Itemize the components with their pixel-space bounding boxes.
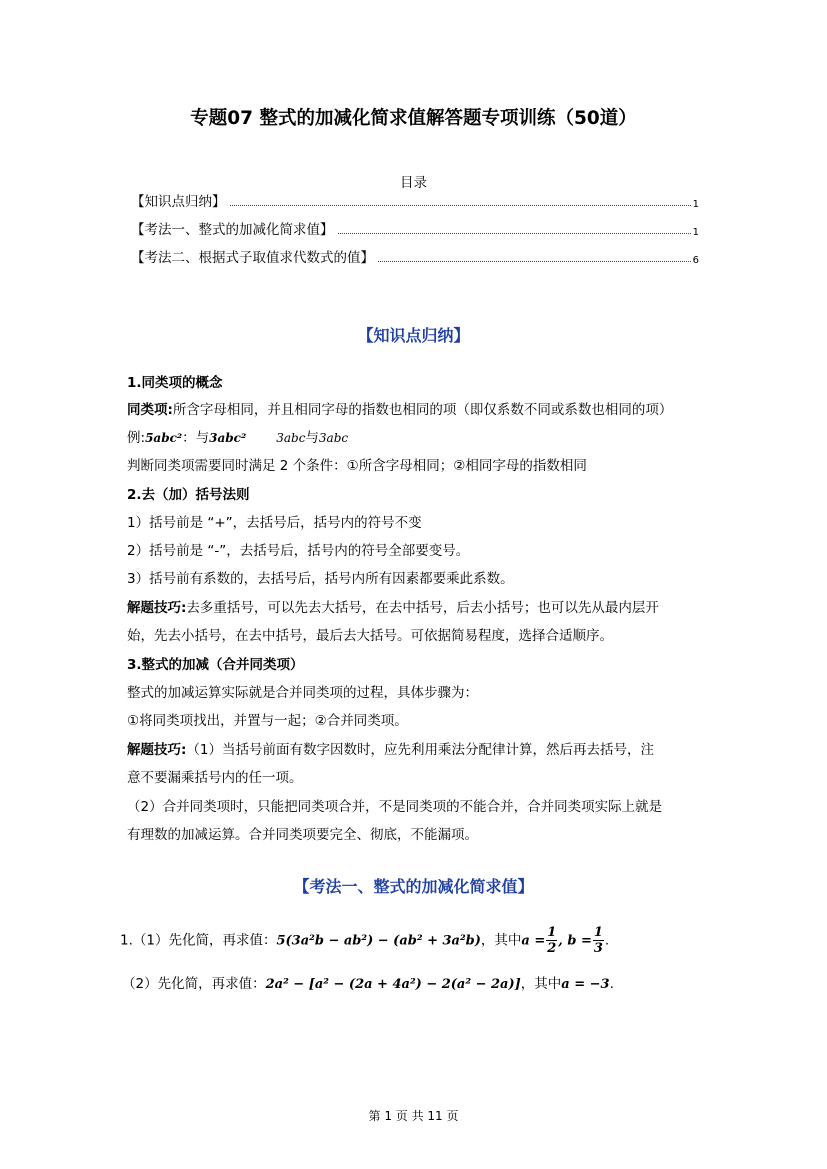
- document-title: 专题07 整式的加减化简求值解答题专项训练（50道）: [190, 108, 637, 129]
- toc-entry-label: 【知识点归纳】: [131, 194, 226, 210]
- paragraph: ①将同类项找出，并置与一起；②合并同类项。: [127, 713, 408, 729]
- toc-entry[interactable]: [131, 218, 699, 238]
- tip-text: 去多重括号，可以先去大括号，在去中括号，后去小括号；也可以先从最内层开: [186, 600, 659, 616]
- example-prefix: 例:: [127, 430, 146, 446]
- variable-b-label: , b =: [558, 933, 592, 949]
- question-end: .: [604, 932, 610, 949]
- section-heading-knowledge: 【知识点归纳】: [357, 326, 470, 345]
- tip1-line-b: 始，先去小括号，在去中括号，最后去大括号。可依据简易程度，选择合适顺序。: [127, 628, 613, 644]
- example-with: 与: [305, 430, 319, 446]
- tip2-line-a: [127, 738, 654, 758]
- rule-1: 1）括号前是 “+”，去括号后，括号内的符号不变: [127, 515, 422, 531]
- example-term: 3abc²: [209, 431, 247, 445]
- example-term: 3abc: [276, 431, 306, 445]
- definition-text: 所含字母相同，并且相同字母的指数也相同的项（即仅系数不同或系数也相同的项）: [172, 402, 673, 418]
- toc-entry-page: 1: [692, 199, 699, 210]
- section-heading-method-one: 【考法一、整式的加减化简求值】: [293, 877, 534, 896]
- example-sep: ：与: [182, 430, 210, 446]
- question-condition-prefix: ，其中: [520, 976, 562, 992]
- fraction-numerator: 1: [593, 925, 603, 940]
- fraction-b: [593, 926, 604, 955]
- subheading-brackets: 2.去（加）括号法则: [127, 487, 250, 503]
- toc-heading: 目录: [400, 175, 427, 191]
- tip-label: 解题技巧:: [127, 742, 187, 758]
- definition-label: 同类项:: [127, 402, 173, 418]
- fraction-numerator: 1: [547, 925, 557, 940]
- tip1-line-a: [127, 596, 659, 616]
- tip2-line-b: 意不要漏乘括号内的任一项。: [127, 770, 303, 786]
- tip2-line-d: 有理数的加减运算。合并同类项要完全、彻底，不能漏项。: [127, 827, 478, 843]
- fraction-denominator: 3: [593, 941, 603, 956]
- tip-text: （1）当括号前面有数字因数时，应先利用乘法分配律计算，然后再去括号，注: [186, 742, 654, 758]
- question-1-part-1: [120, 926, 609, 955]
- definition-line: [127, 398, 672, 418]
- question-prefix: 1.（1）先化简，再求值：: [120, 932, 277, 949]
- toc-leader-dots: [230, 205, 691, 206]
- toc-entry[interactable]: [131, 246, 699, 266]
- question-condition-prefix: ，其中: [480, 932, 522, 949]
- question-end: .: [609, 976, 614, 992]
- example-term: 5abc²: [145, 431, 183, 445]
- toc-leader-dots: [378, 261, 691, 262]
- example-term: 3abc: [318, 431, 349, 445]
- toc-entry-page: 6: [692, 255, 699, 266]
- fraction-a: [546, 926, 557, 955]
- paragraph: 整式的加减运算实际就是合并同类项的过程，具体步骤为：: [127, 685, 478, 701]
- condition-line: 判断同类项需要同时满足 2 个条件：①所含字母相同；②相同字母的指数相同: [127, 458, 587, 474]
- subheading-like-terms: 1.同类项的概念: [127, 375, 223, 391]
- page-footer: 第 1 页 共 11 页: [368, 1109, 459, 1123]
- tip2-line-c: （2）合并同类项时，只能把同类项合并，不是同类项的不能合并，合并同类项实际上就是: [127, 799, 663, 815]
- question-expression: 2a² − [a² − (2a + 4a²) − 2(a² − 2a)]: [265, 977, 521, 992]
- variable-a-label: a =: [521, 933, 546, 949]
- toc-leader-dots: [338, 233, 691, 234]
- tip-label: 解题技巧:: [127, 600, 187, 616]
- question-prefix: （2）先化简，再求值：: [122, 976, 266, 992]
- rule-3: 3）括号前有系数的，去括号后，括号内所有因素都要乘此系数。: [127, 571, 514, 587]
- question-1-part-2: [122, 972, 614, 992]
- question-condition: a = −3: [561, 977, 610, 992]
- fraction-denominator: 2: [547, 941, 557, 956]
- toc-entry-label: 【考法二、根据式子取值求代数式的值】: [131, 250, 374, 266]
- toc-entry-label: 【考法一、整式的加减化简求值】: [131, 222, 334, 238]
- subheading-addition: 3.整式的加减（合并同类项）: [127, 657, 304, 673]
- rule-2: 2）括号前是 “-”，去括号后，括号内的符号全部要变号。: [127, 543, 470, 559]
- question-expression: 5(3a²b − ab²) − (ab² + 3a²b): [276, 933, 481, 949]
- toc-entry[interactable]: [131, 190, 699, 210]
- example-line: [127, 426, 348, 446]
- toc-entry-page: 1: [692, 227, 699, 238]
